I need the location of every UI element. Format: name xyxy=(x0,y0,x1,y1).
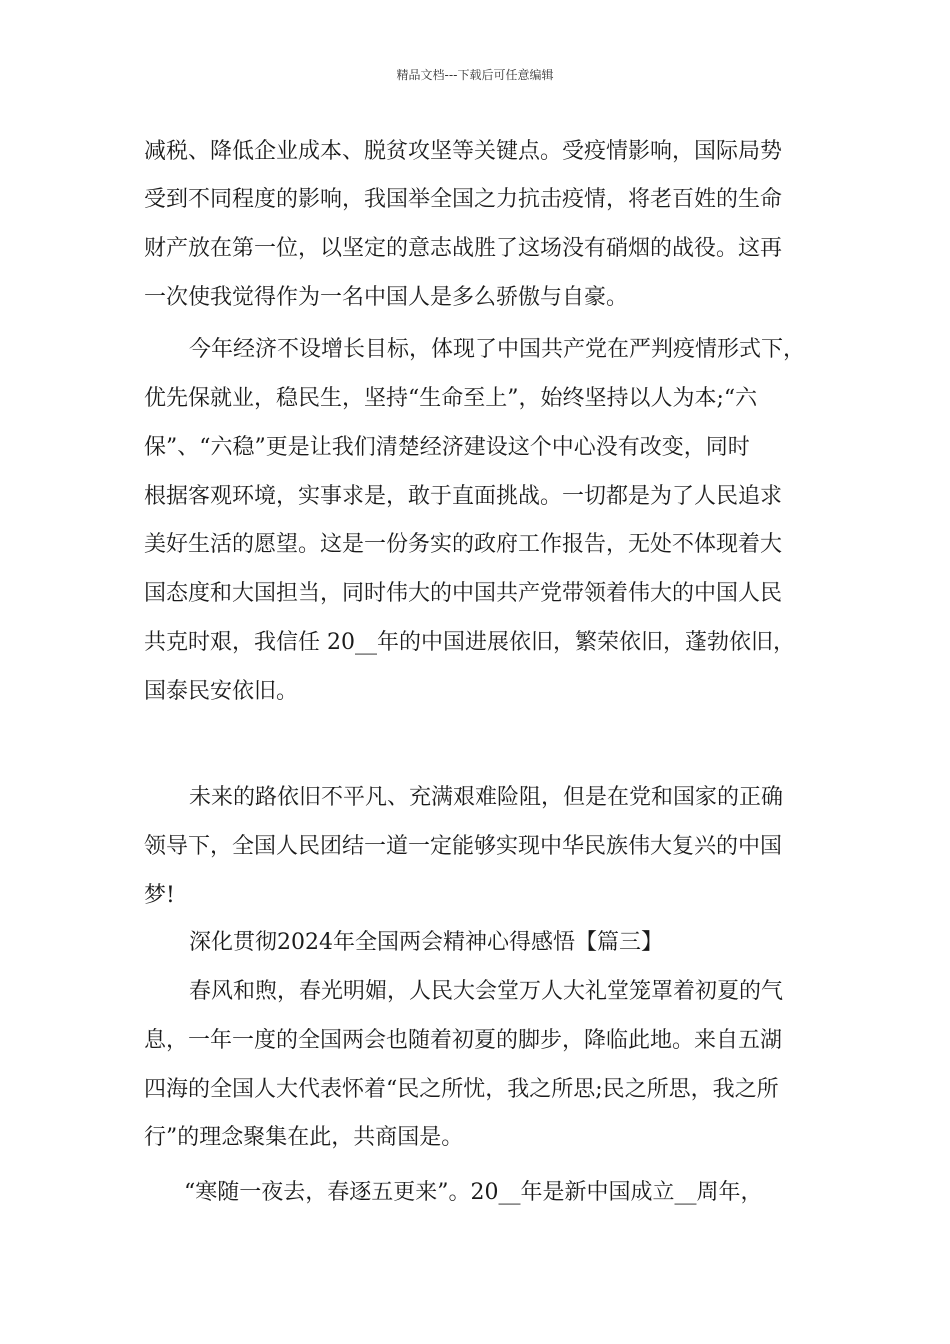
text-line: 国态度和大国担当，同时伟大的中国共产党带领着伟大的中国人民 xyxy=(144,581,783,606)
text-line: 行”的理念聚集在此，共商国是。 xyxy=(144,1125,464,1150)
text-line: 今年经济不设增长目标，体现了中国共产党在严判疫情形式下， xyxy=(189,337,806,362)
text-line: 美好生活的愿望。这是一份务实的政府工作报告，无处不体现着大 xyxy=(144,532,783,557)
text-line: 息，一年一度的全国两会也随着初夏的脚步，降临此地。来自五湖 xyxy=(144,1028,783,1053)
text-line: 四海的全国人大代表怀着“民之所忧，我之所思;民之所思，我之所 xyxy=(144,1077,779,1102)
text-line: 未来的路依旧不平凡、充满艰难险阻，但是在党和国家的正确 xyxy=(189,785,784,810)
text-line: 领导下，全国人民团结一道一定能够实现中华民族伟大复兴的中国 xyxy=(144,834,783,859)
text-line: 梦! xyxy=(144,883,175,908)
text-line: 根据客观环境，实事求是，敢于直面挑战。一切都是为了人民追求 xyxy=(144,484,783,509)
text-line: 一次使我觉得作为一名中国人是多么骄傲与自豪。 xyxy=(144,285,629,310)
section-heading: 深化贯彻2024年全国两会精神心得感悟【篇三】 xyxy=(189,930,663,955)
text-line: 保”、“六稳”更是让我们清楚经济建设这个中心没有改变，同时 xyxy=(144,435,750,460)
text-line: 财产放在第一位，以坚定的意志战胜了这场没有硝烟的战役。这再 xyxy=(144,236,783,261)
text-line: 优先保就业，稳民生，坚持“生命至上”，始终坚持以人为本;“六 xyxy=(144,386,758,411)
text-line: 共克时艰，我信任 20__年的中国进展依旧，繁荣依旧，蓬勃依旧， xyxy=(144,630,795,655)
text-line: 减税、降低企业成本、脱贫攻坚等关键点。受疫情影响，国际局势 xyxy=(144,139,783,164)
text-line: 春风和煦，春光明媚，人民大会堂万人大礼堂笼罩着初夏的气 xyxy=(189,979,784,1004)
page-header: 精品文档---下载后可任意编辑 xyxy=(396,68,554,82)
text-line: 国泰民安依旧。 xyxy=(144,679,299,704)
text-line: “寒随一夜去，春逐五更来”。20__年是新中国成立__周年， xyxy=(184,1180,763,1205)
text-line: 受到不同程度的影响，我国举全国之力抗击疫情，将老百姓的生命 xyxy=(144,187,783,212)
